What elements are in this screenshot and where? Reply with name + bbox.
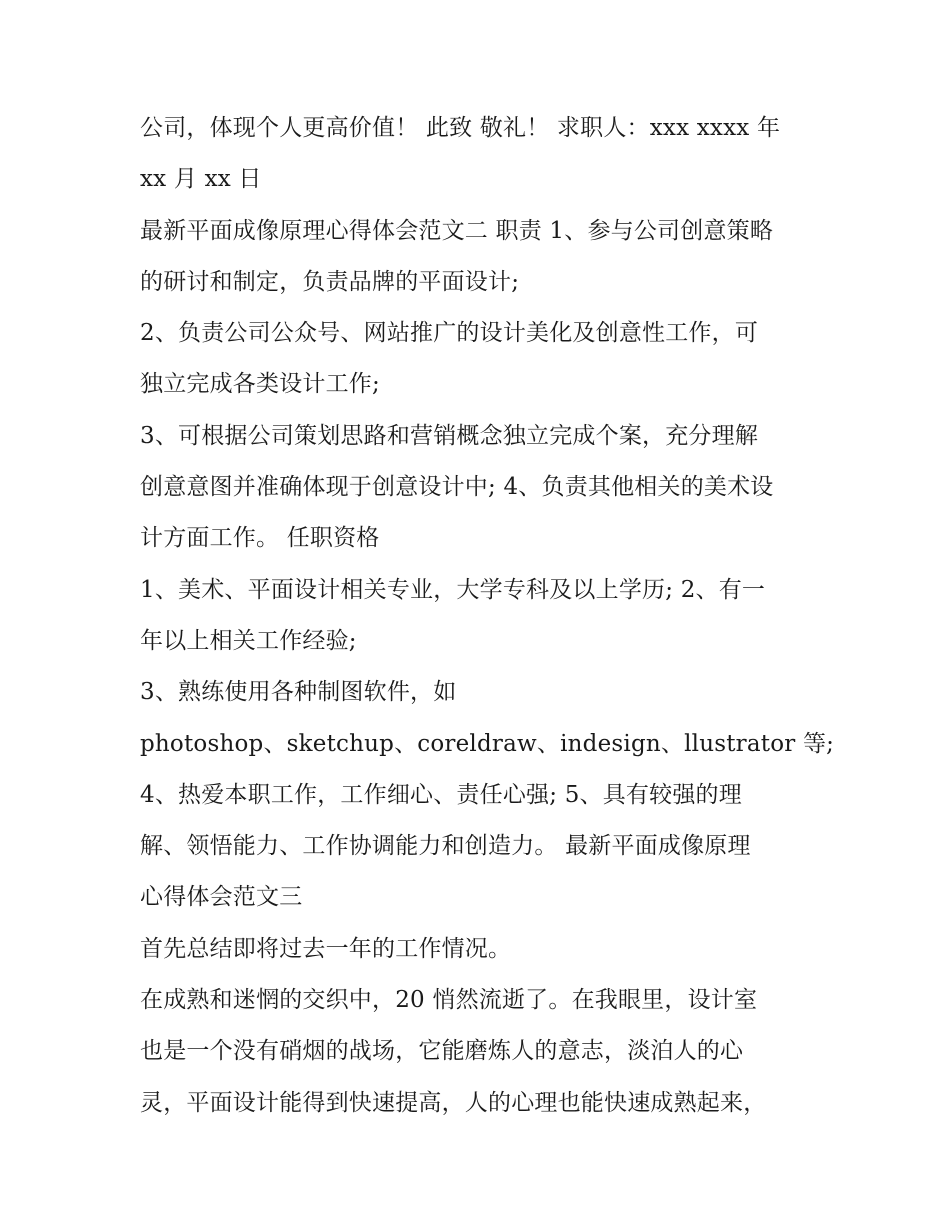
text-line: 在成熟和迷惘的交织中，20 悄然流逝了。在我眼里，设计室 <box>140 987 758 1014</box>
text-line: 公司，体现个人更高价值！ 此致 敬礼！ 求职人：xxx xxxx 年 <box>140 115 781 141</box>
text-line: 解、领悟能力、工作协调能力和创造力。 最新平面成像原理 <box>140 833 751 860</box>
text-line: 也是一个没有硝烟的战场，它能磨炼人的意志，淡泊人的心 <box>140 1038 744 1065</box>
text-line: 最新平面成像原理心得体会范文二 职责 1、参与公司创意策略 <box>140 217 774 244</box>
text-line: 3、可根据公司策划思路和营销概念独立完成个案，充分理解 <box>140 422 759 449</box>
text-line: 计方面工作。 任职资格 <box>140 525 380 552</box>
text-line: 首先总结即将过去一年的工作情况。 <box>140 935 512 962</box>
text-line: 灵，平面设计能得到快速提高，人的心理也能快速成熟起来， <box>140 1089 767 1116</box>
text-line: 1、美术、平面设计相关专业，大学专科及以上学历; 2、有一 <box>140 576 766 603</box>
text-line: 4、热爱本职工作，工作细心、责任心强; 5、具有较强的理 <box>140 781 742 808</box>
document-body <box>140 103 835 1129</box>
text-line: 心得体会范文三 <box>140 884 303 911</box>
text-line: 的研讨和制定，负责品牌的平面设计; <box>140 268 520 295</box>
text-line: 年以上相关工作经验; <box>140 627 357 654</box>
text-line: 2、负责公司公众号、网站推广的设计美化及创意性工作，可 <box>140 320 759 347</box>
text-line: 独立完成各类设计工作; <box>140 371 380 398</box>
text-line: photoshop、sketchup、coreldraw、indesign、llustrator 等; <box>140 730 835 757</box>
text-line: 创意意图并准确体现于创意设计中; 4、负责其他相关的美术设 <box>140 474 774 501</box>
text-line: xx 月 xx 日 <box>140 166 262 193</box>
text-line: 3、熟练使用各种制图软件，如 <box>140 679 457 706</box>
